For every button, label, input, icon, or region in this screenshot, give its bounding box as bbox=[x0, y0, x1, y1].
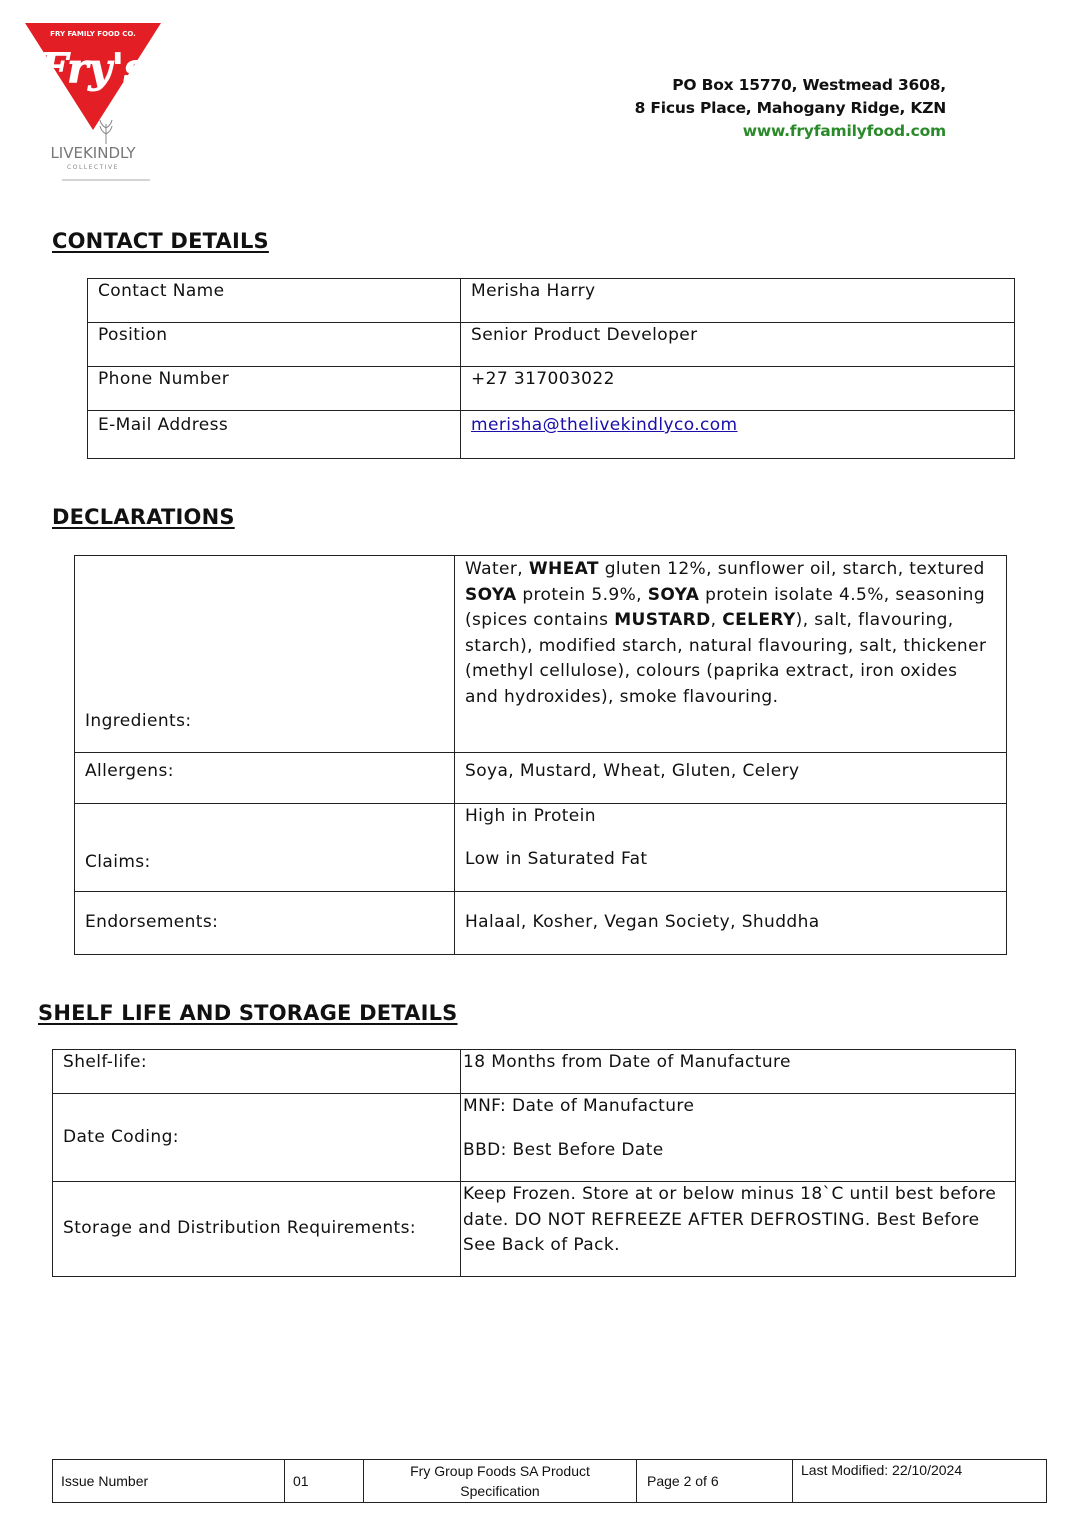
endorsements-value: Halaal, Kosher, Vegan Society, Shuddha bbox=[455, 892, 1007, 955]
shelf-life-title: SHELF LIFE AND STORAGE DETAILS bbox=[38, 1001, 458, 1025]
logo-collective-sub: COLLECTIVE bbox=[67, 164, 119, 171]
phone-value: +27 317003022 bbox=[461, 367, 1015, 411]
claims-value bbox=[455, 804, 1007, 892]
issue-number-value: 01 bbox=[285, 1460, 364, 1503]
issue-number-label: Issue Number bbox=[53, 1460, 285, 1503]
endorsements-label: Endorsements: bbox=[75, 892, 455, 955]
ingredients-label: Ingredients: bbox=[75, 556, 455, 753]
email-label: E-Mail Address bbox=[88, 411, 461, 459]
position-label: Position bbox=[88, 323, 461, 367]
contact-details-title: CONTACT DETAILS bbox=[52, 229, 269, 253]
storage-value: Keep Frozen. Store at or below minus 18`C until best before date. DO NOT REFREEZE AFTER DEFROSTING. Best Before See Back of Pack. bbox=[461, 1182, 1016, 1277]
table-row bbox=[88, 411, 1015, 459]
email-cell bbox=[461, 411, 1015, 459]
phone-label: Phone Number bbox=[88, 367, 461, 411]
table-row bbox=[88, 323, 1015, 367]
company-logo bbox=[22, 20, 164, 188]
table-row bbox=[53, 1094, 1016, 1182]
address-line-2: 8 Ficus Place, Mahogany Ridge, KZN bbox=[634, 99, 946, 117]
storage-label: Storage and Distribution Requirements: bbox=[53, 1182, 461, 1277]
shelf-life-label: Shelf-life: bbox=[53, 1050, 461, 1094]
date-coding-value bbox=[461, 1094, 1016, 1182]
table-row bbox=[75, 556, 1007, 753]
claim-item: High in Protein bbox=[465, 806, 596, 826]
address-line-1: PO Box 15770, Westmead 3608, bbox=[672, 76, 946, 94]
contact-table bbox=[87, 278, 1015, 459]
table-row bbox=[88, 367, 1015, 411]
shelf-life-table bbox=[52, 1049, 1016, 1277]
shelf-life-value: 18 Months from Date of Manufacture bbox=[461, 1050, 1016, 1094]
table-row bbox=[75, 892, 1007, 955]
page-number: Page 2 of 6 bbox=[637, 1460, 793, 1503]
company-address bbox=[635, 74, 946, 143]
table-row bbox=[88, 279, 1015, 323]
declarations-table bbox=[74, 555, 1007, 955]
coding-item: MNF: Date of Manufacture bbox=[463, 1096, 695, 1116]
last-modified: Last Modified: 22/10/2024 bbox=[793, 1460, 1047, 1503]
allergens-value: Soya, Mustard, Wheat, Gluten, Celery bbox=[455, 753, 1007, 804]
date-coding-label: Date Coding: bbox=[53, 1094, 461, 1182]
ingredients-value: Water, WHEAT gluten 12%, sunflower oil, starch, textured SOYA protein 5.9%, SOYA protein isolate 4.5%, seasoning (spices contains MUSTARD, CELERY), salt, flavouring, starch), modified starch, natural flavouring, salt, thickener (methyl cellulose), colours (paprika extract, iron oxides and hydroxides), smoke flavouring. bbox=[455, 556, 1007, 753]
logo-wordmark: Fry's bbox=[39, 45, 147, 92]
email-link[interactable]: merisha@thelivekindlyco.com bbox=[471, 415, 738, 435]
website-link[interactable]: www.fryfamilyfood.com bbox=[742, 122, 946, 140]
logo-collective: LIVEKINDLY bbox=[50, 144, 136, 162]
claim-item: Low in Saturated Fat bbox=[465, 848, 648, 869]
contact-name-value: Merisha Harry bbox=[461, 279, 1015, 323]
table-row bbox=[53, 1050, 1016, 1094]
declarations-title: DECLARATIONS bbox=[52, 505, 235, 529]
position-value: Senior Product Developer bbox=[461, 323, 1015, 367]
contact-name-label: Contact Name bbox=[88, 279, 461, 323]
allergens-label: Allergens: bbox=[75, 753, 455, 804]
table-row bbox=[75, 753, 1007, 804]
claims-label: Claims: bbox=[75, 804, 455, 892]
coding-item: BBD: Best Before Date bbox=[463, 1139, 664, 1160]
document-title: Fry Group Foods SA Product Specification bbox=[364, 1460, 637, 1503]
footer-row bbox=[53, 1460, 1047, 1503]
footer-table bbox=[52, 1459, 1047, 1503]
table-row bbox=[53, 1182, 1016, 1277]
table-row bbox=[75, 804, 1007, 892]
logo-subtext: FRY FAMILY FOOD CO. bbox=[50, 30, 136, 38]
